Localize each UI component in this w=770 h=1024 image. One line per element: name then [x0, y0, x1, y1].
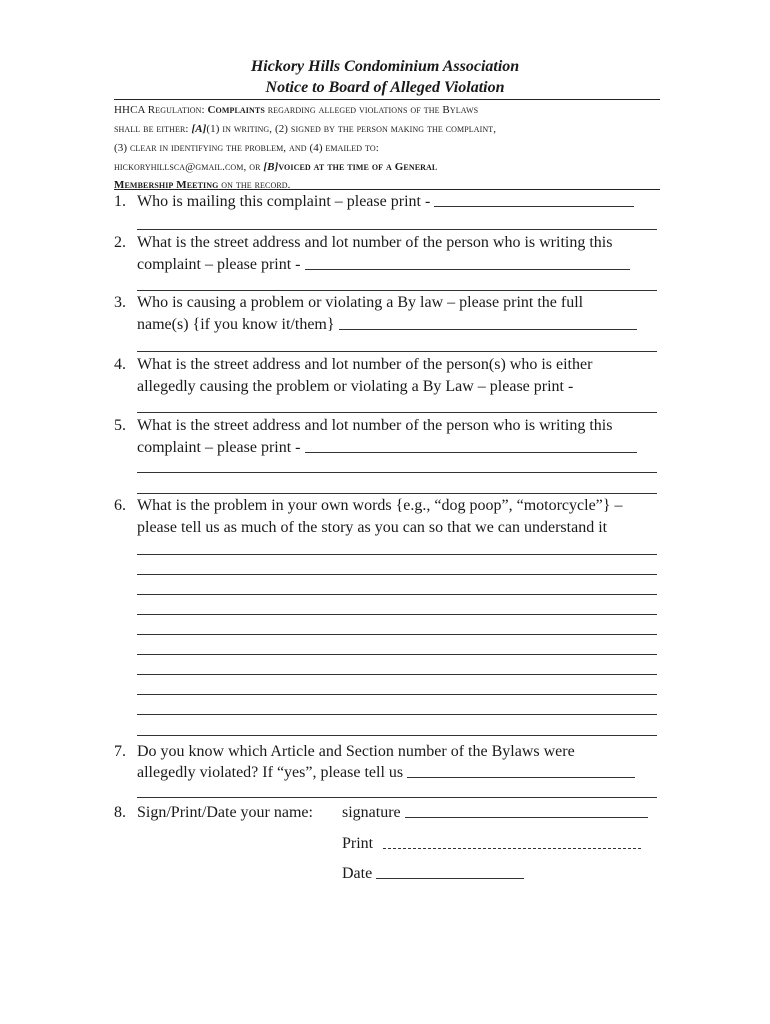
print-label: Print: [342, 835, 374, 852]
regulation-text: (1) in writing, (2) signed by the person making the complaint,: [206, 123, 497, 135]
answer-line[interactable]: [137, 229, 657, 230]
question-7: Do you know which Article and Section number of the Bylaws were: [137, 743, 575, 760]
form-title: Hickory Hills Condominium Association: [250, 58, 520, 75]
question-text: complaint – please print -: [137, 256, 301, 273]
answer-line[interactable]: [137, 594, 657, 595]
question-number: 6.: [114, 497, 126, 514]
signature-row: [342, 803, 662, 823]
question-4: What is the street address and lot number of the person(s) who is either: [137, 356, 593, 373]
question-number: 4.: [114, 356, 126, 373]
signature-label: signature: [342, 804, 401, 821]
question-6: What is the problem in your own words {e.g., “dog poop”, “motorcycle”} –: [137, 497, 623, 514]
answer-line[interactable]: [137, 797, 657, 798]
question-text: name(s) {if you know it/them}: [137, 316, 335, 333]
answer-blank[interactable]: [305, 452, 637, 453]
regulation-line-1: [114, 101, 660, 120]
question-2: What is the street address and lot number of the person who is writing this: [137, 234, 613, 251]
question-6-line-2: please tell us as much of the story as you can so that we can understand it: [137, 519, 608, 536]
regulation-option-b: [B]: [263, 161, 279, 173]
date-label: Date: [342, 865, 373, 882]
regulation-line-2: [114, 120, 660, 139]
question-text: Who is mailing this complaint – please print -: [137, 193, 431, 210]
regulation-meeting: Membership Meeting: [114, 179, 219, 191]
answer-line[interactable]: [137, 290, 657, 291]
question-8: Sign/Print/Date your name:: [137, 804, 313, 821]
regulation-text: voiced at the time of a General: [278, 161, 438, 173]
answer-line[interactable]: [137, 351, 657, 352]
answer-line[interactable]: [137, 634, 657, 635]
regulation-line-3: (3) clear in identifying the problem, and (4) emailed to:: [114, 142, 379, 154]
answer-line[interactable]: [137, 694, 657, 695]
answer-line[interactable]: [137, 735, 657, 736]
question-number: 2.: [114, 234, 126, 251]
date-row: [342, 864, 662, 884]
question-3-line-2: [137, 315, 657, 335]
question-3: Who is causing a problem or violating a By law – please print the full: [137, 294, 584, 311]
regulation-prefix: HHCA Regulation:: [114, 104, 208, 116]
regulation-text: on the record.: [218, 179, 291, 191]
print-row: [342, 834, 662, 854]
answer-line[interactable]: [137, 654, 657, 655]
signature-field[interactable]: [405, 817, 648, 818]
answer-line[interactable]: [137, 714, 657, 715]
answer-line[interactable]: [137, 674, 657, 675]
answer-line[interactable]: [137, 472, 657, 473]
question-number: 8.: [114, 804, 126, 821]
answer-line[interactable]: [137, 412, 657, 413]
answer-line[interactable]: [137, 614, 657, 615]
question-1: [137, 192, 657, 212]
answer-line[interactable]: [137, 554, 657, 555]
print-field[interactable]: [383, 848, 641, 849]
question-number: 3.: [114, 294, 126, 311]
question-4-line-2: allegedly causing the problem or violating a By Law – please print -: [137, 378, 574, 395]
regulation-option-a: [A]: [191, 123, 207, 135]
question-5-line-2: [137, 438, 657, 458]
question-number: 5.: [114, 417, 126, 434]
question-text: allegedly violated? If “yes”, please tell us: [137, 764, 404, 781]
regulation-complaints: Complaints: [207, 104, 265, 116]
top-rule: [114, 99, 660, 100]
regulation-line-4: [114, 158, 660, 177]
question-text: complaint – please print -: [137, 439, 301, 456]
answer-line[interactable]: [137, 493, 657, 494]
question-2-line-2: [137, 255, 657, 275]
answer-blank[interactable]: [339, 329, 637, 330]
answer-line[interactable]: [137, 574, 657, 575]
regulation-text: shall be either:: [114, 123, 192, 135]
question-number: 7.: [114, 743, 126, 760]
question-7-line-2: [137, 763, 657, 783]
question-5: What is the street address and lot number of the person who is writing this: [137, 417, 613, 434]
answer-blank[interactable]: [305, 269, 630, 270]
regulation-email: hickoryhillsca@gmail.com, or: [114, 161, 264, 173]
question-number: 1.: [114, 193, 126, 210]
form-subtitle: Notice to Board of Alleged Violation: [265, 79, 505, 96]
regulation-rule: [114, 189, 660, 190]
date-field[interactable]: [376, 878, 524, 879]
answer-blank[interactable]: [407, 777, 635, 778]
regulation-text: regarding alleged violations of the Bylaws: [264, 104, 479, 116]
answer-blank[interactable]: [434, 206, 634, 207]
